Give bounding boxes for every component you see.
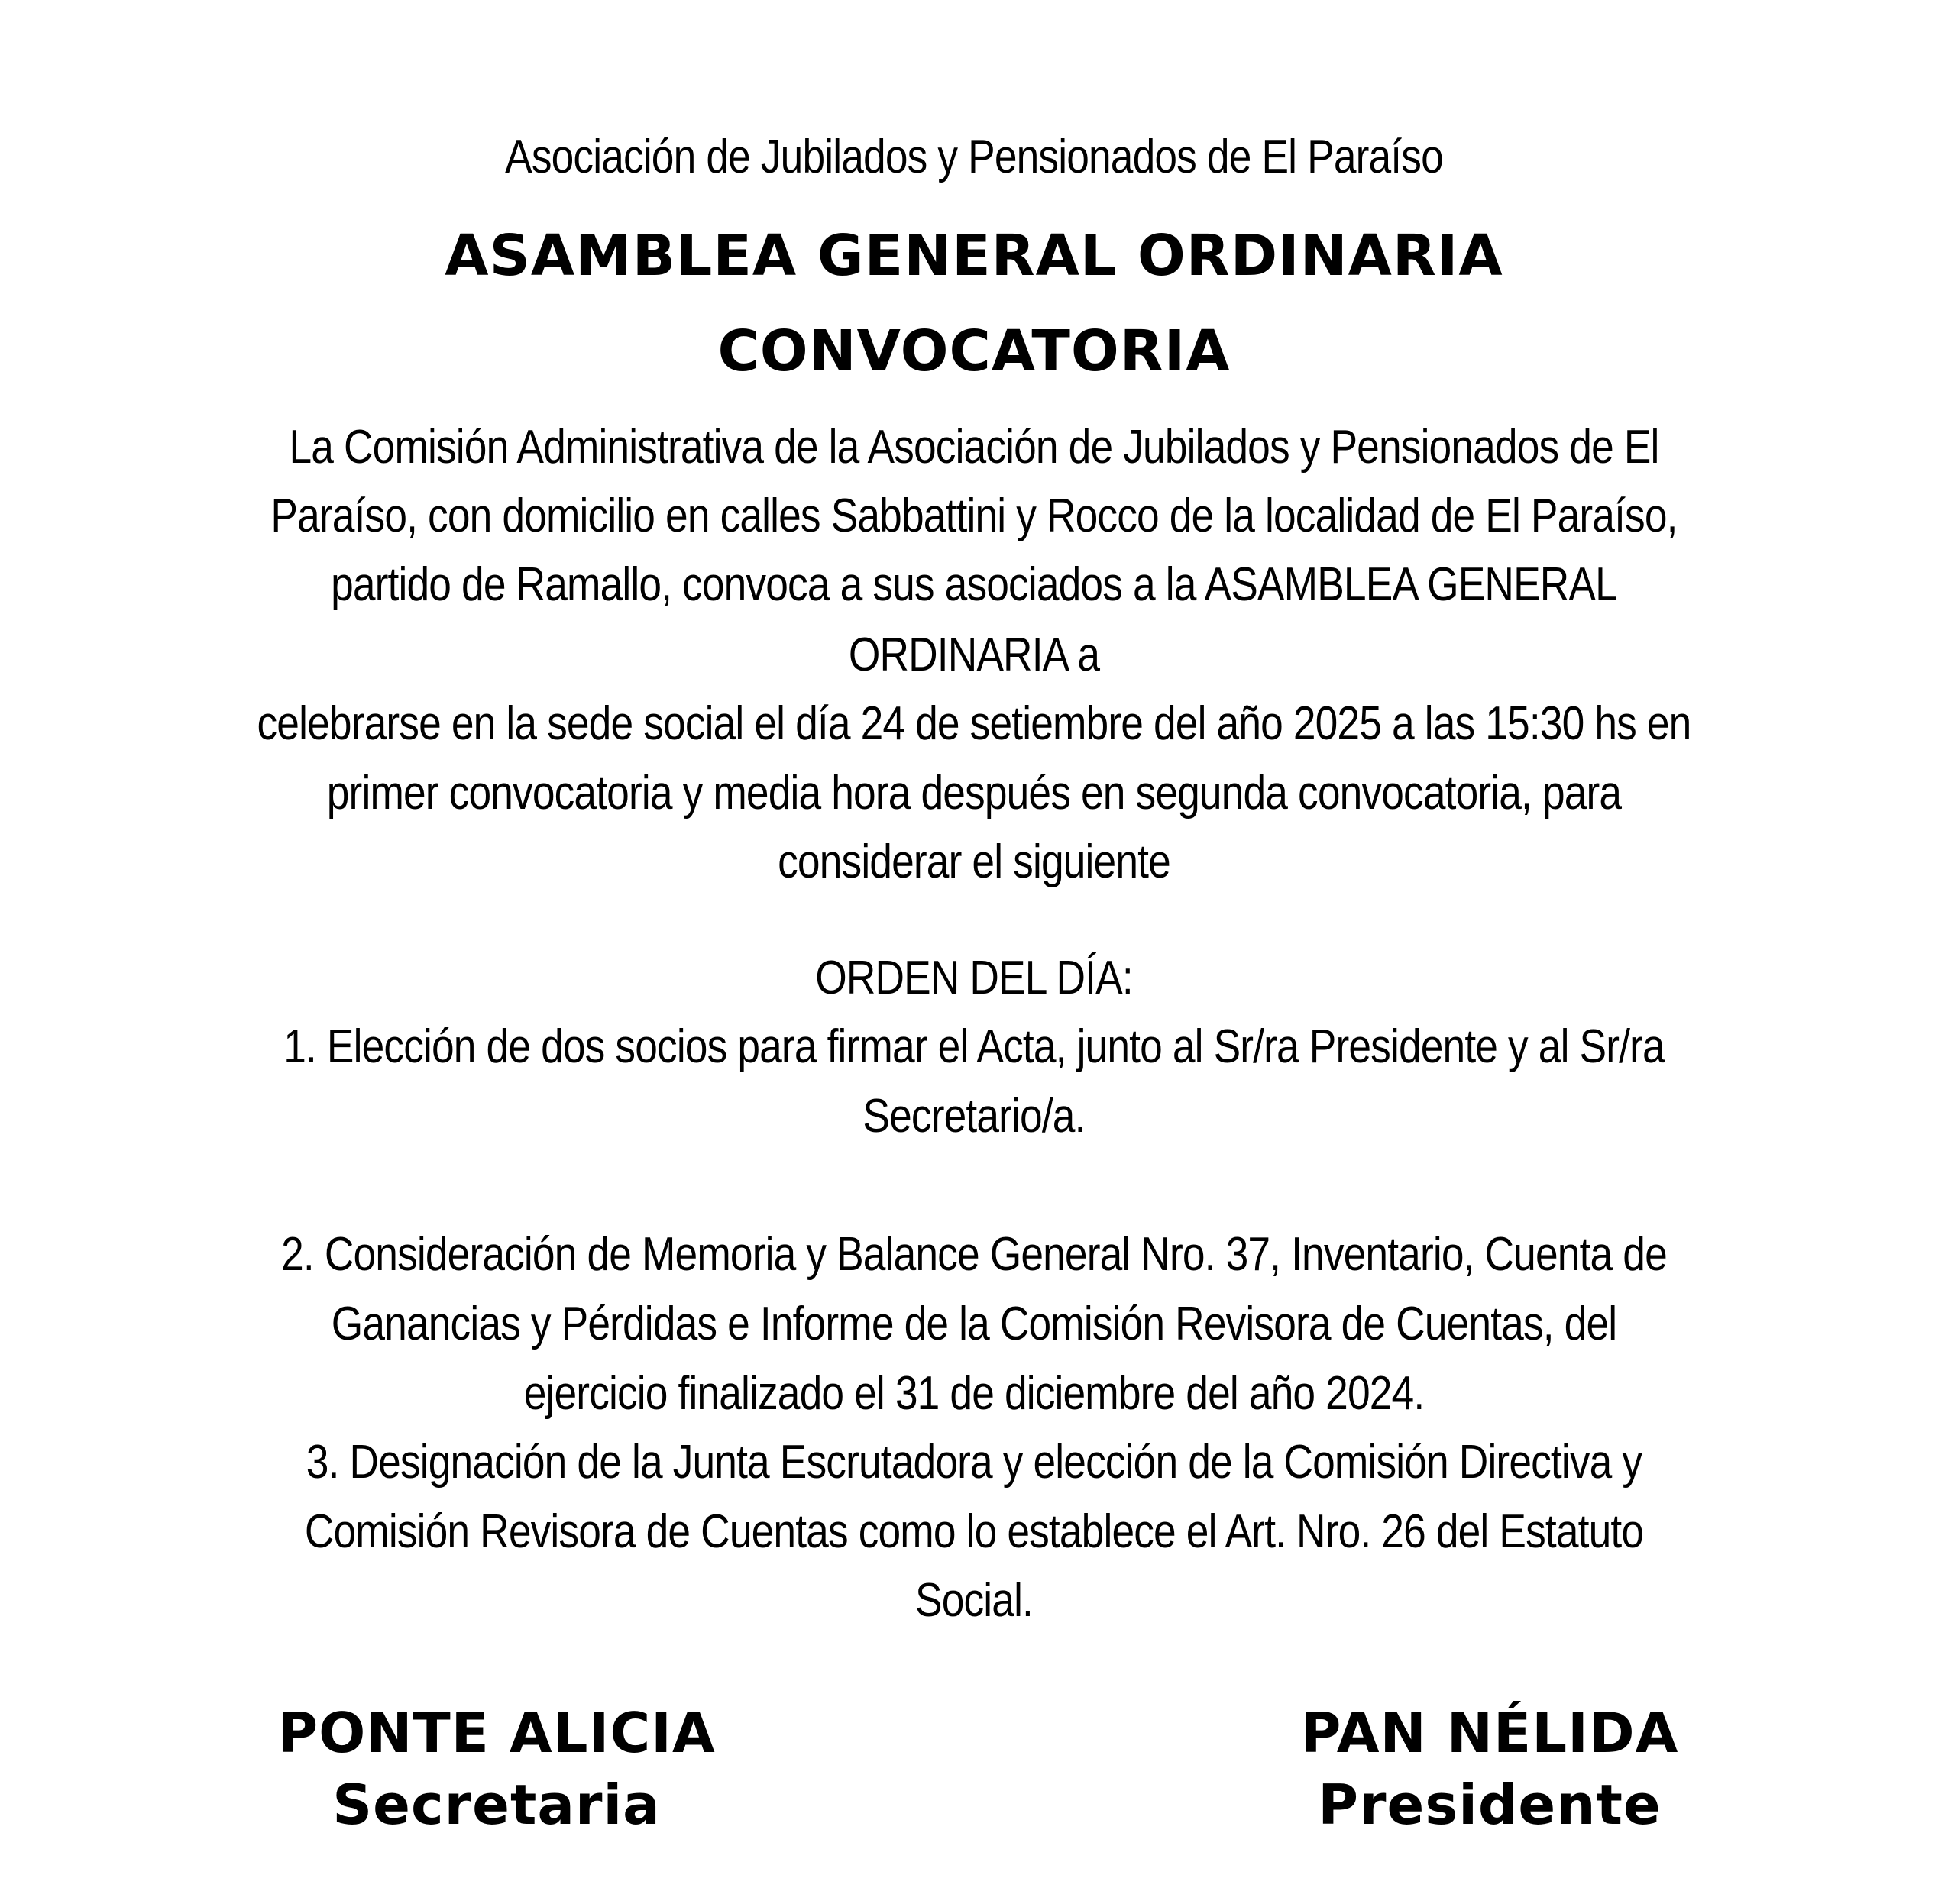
intro-line: partido de Ramallo, convoca a sus asociados a la ASAMBLEA GENERAL (331, 558, 1617, 611)
agenda-heading: ORDEN DEL DÍA: (815, 952, 1133, 1004)
intro-line: celebrarse en la sede social el día 24 de setiembre del año 2025 a las 15:30 hs en (257, 697, 1691, 750)
agenda-item-line: 1. Elección de dos socios para firmar el Acta, junto al Sr/ra Presidente y al Sr/ra (283, 1020, 1665, 1073)
agenda-item-line: 3. Designación de la Junta Escrutadora y elección de la Comisión Directiva y (306, 1436, 1642, 1489)
signature-name: PAN NÉLIDA (1300, 1701, 1679, 1765)
intro-line: considerar el siguiente (778, 836, 1170, 888)
signature-name: PONTE ALICIA (277, 1701, 716, 1765)
agenda-item-line: 2. Consideración de Memoria y Balance General Nro. 37, Inventario, Cuenta de (281, 1228, 1667, 1281)
agenda-item-line: Social. (914, 1574, 1034, 1627)
agenda-item-line: Secretario/a. (862, 1090, 1086, 1143)
signature-role: Secretaria (332, 1773, 661, 1837)
agenda-item-line: Ganancias y Pérdidas e Informe de la Comisión Revisora de Cuentas, del (331, 1298, 1617, 1350)
intro-line: primer convocatoria y media hora después en segunda convocatoria, para (326, 767, 1622, 819)
intro-line: Paraíso, con domicilio en calles Sabbattini y Rocco de la localidad de El Paraíso, (270, 490, 1678, 542)
signature-role: Presidente (1318, 1773, 1662, 1837)
agenda-item-line: ejercicio finalizado el 31 de diciembre del año 2024. (523, 1367, 1425, 1420)
intro-line: La Comisión Administrativa de la Asociación de Jubilados y Pensionados de El (289, 421, 1659, 474)
intro-line: ORDINARIA a (848, 629, 1100, 681)
agenda-item-line: Comisión Revisora de Cuentas como lo establece el Art. Nro. 26 del Estatuto (304, 1505, 1644, 1558)
document-title: ASAMBLEA GENERAL ORDINARIA (445, 223, 1503, 289)
organization-name: Asociación de Jubilados y Pensionados de El Paraíso (505, 131, 1443, 183)
document-subtitle: CONVOCATORIA (717, 318, 1231, 384)
